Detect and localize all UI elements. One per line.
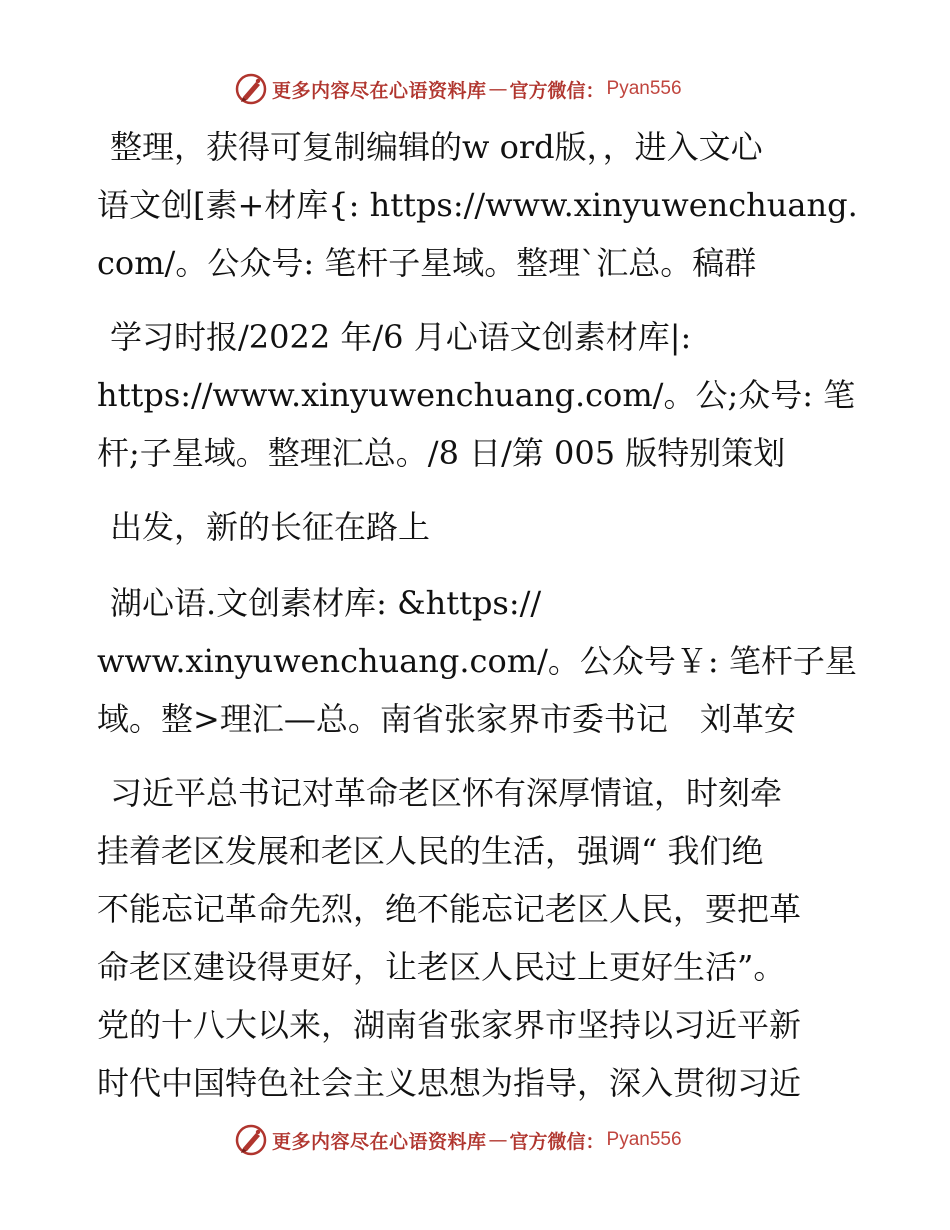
banner-wechat-label: 官方微信： — [509, 79, 605, 102]
footer-banner — [234, 1122, 682, 1158]
banner-wechat-label: 官方微信： — [509, 1130, 605, 1153]
text-line: 出发，新的长征在路上 — [110, 508, 431, 546]
text-line: 语文创[素+材库{: https://www.xinyuwenchuang. — [97, 186, 858, 224]
banner-separator: — — [488, 1129, 508, 1151]
text-line: 湖心语.文创素材库: &https:// — [110, 584, 542, 622]
text-line: 杆;子星域。整理汇总。/8 日/第 005 版特别策划 — [97, 434, 786, 472]
paragraph-2 — [97, 308, 857, 482]
banner-text: 更多内容尽在心语资料库 — [272, 79, 487, 102]
paragraph-5 — [97, 764, 857, 1112]
text-line: 命老区建设得更好，让老区人民过上更好生活”。 — [97, 948, 786, 986]
text-line: 域。整>理汇—总。南省张家界市委书记 刘革安 — [97, 700, 796, 738]
text-line: 党的十八大以来，湖南省张家界市坚持以习近平新 — [97, 1006, 802, 1044]
text-line: 不能忘记革命先烈，绝不能忘记老区人民，要把革 — [97, 890, 802, 928]
text-line: 学习时报/2022 年/6 月心语文创素材库|: — [110, 318, 692, 356]
banner-text: 更多内容尽在心语资料库 — [272, 1130, 487, 1153]
banner-wechat-id: Pyan556 — [606, 1129, 682, 1150]
banner-separator: — — [488, 78, 508, 100]
text-line: 时代中国特色社会主义思想为指导，深入贯彻习近 — [97, 1064, 802, 1102]
paragraph-1 — [97, 118, 857, 292]
text-line: 挂着老区发展和老区人民的生活，强调“ 我们绝 — [97, 832, 764, 870]
paragraph-3 — [97, 498, 857, 556]
text-line: 整理，获得可复制编辑的w ord版，，进入文心 — [110, 128, 763, 166]
pen-logo-icon — [234, 1123, 268, 1157]
banner-wechat-id: Pyan556 — [606, 78, 682, 99]
text-line: com/。公众号: 笔杆子星域。整理`汇总。稿群 — [97, 244, 757, 282]
paragraph-4 — [97, 574, 857, 748]
header-banner — [234, 71, 682, 107]
text-line: www.xinyuwenchuang.com/。公众号￥: 笔杆子星 — [97, 642, 857, 680]
pen-logo-icon — [234, 72, 268, 106]
text-line: 习近平总书记对革命老区怀有深厚情谊，时刻牵 — [110, 774, 783, 812]
text-line: https://www.xinyuwenchuang.com/。公;众号: 笔 — [97, 376, 856, 414]
